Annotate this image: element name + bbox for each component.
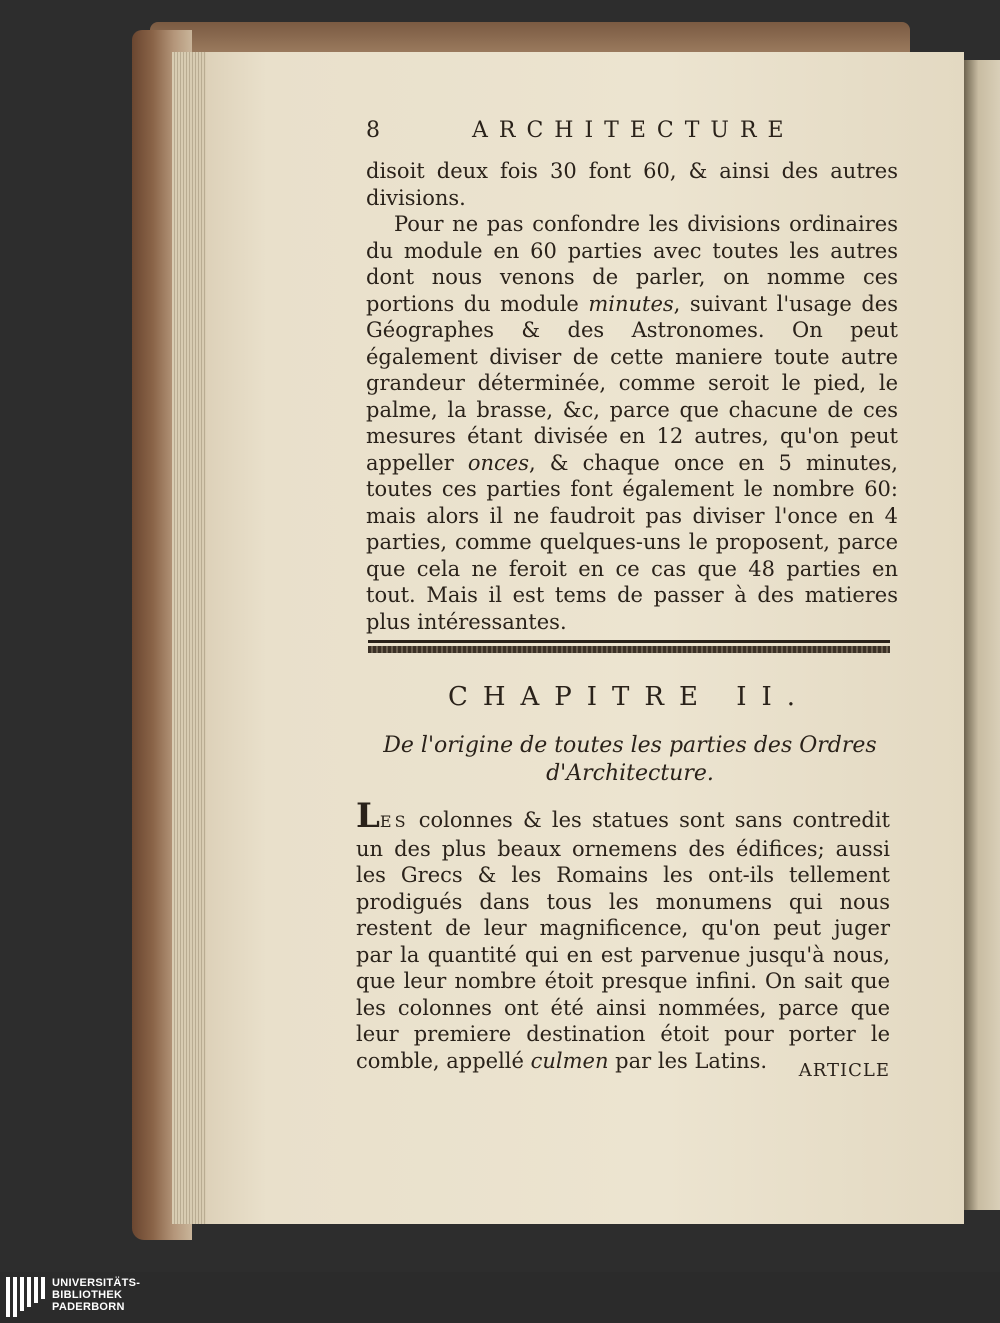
italic-term-minutes: minutes [588, 291, 674, 316]
ornamental-rule [368, 640, 890, 656]
paragraph-minutes: Pour ne pas confondre les divisions ordinaires du module en 60 parties avec toutes les autres dont nous venons de parler, on nomme ces portions du module minutes, suivant l'usage des Géographes & des Astronomes. On peut également diviser de cette maniere toute autre grandeur déterminée, comme seroit le pied, le palme, la brasse, &c, parce que chacune de ces mesures étant divisée en 12 autres, qu'on peut appeller onces, & chaque once en 5 minutes, toutes ces parties font également le nombre 60: mais alors il ne faudroit pas diviser l'once en 4 parties, comme quelques-uns le proposent, parce que cela ne feroit en ce cas que 48 parties en tout. Mais il est tems de passer à des matieres plus intéressantes. [366, 212, 898, 634]
library-logo-icon [6, 1277, 46, 1317]
chapter-subtitle [380, 732, 880, 788]
library-footer [0, 1272, 1000, 1323]
drop-cap: L [356, 796, 380, 836]
chapter-paragraph: LES colonnes & les statues sont sans contredit un des plus beaux ornemens des édifices; aussi les Grecs & les Romains les ont-ils tellement prodigués dans tous les monumens qui nous restent de leur magnificence, qu'on peut juger par la quantité qui en est parvenue jusqu'à nous, que leur nombre étoit presque infini. On sait que les colonnes ont été ainsi nommées, parce que leur premiere destination étoit pour porter le comble, appellé culmen par les Latins. [356, 796, 890, 1073]
paragraph-continuation: disoit deux fois 30 font 60, & ainsi des autres divisions. [366, 159, 898, 210]
running-header [366, 118, 926, 148]
page-number: 8 [366, 118, 381, 143]
top-text-block [366, 158, 898, 635]
chapter-subtitle-line1: De l'origine de toutes les parties des Ordres [383, 733, 877, 758]
running-title: ARCHITECTURE [472, 118, 795, 143]
small-caps: ES [379, 812, 409, 831]
facing-page-edge [964, 60, 1000, 1210]
italic-term-onces: onces [467, 450, 529, 475]
chapter-title: CHAPITRE II. [447, 682, 811, 712]
library-name: UNIVERSITÄTS- BIBLIOTHEK PADERBORN [52, 1277, 141, 1313]
catchword: ARTICLE [798, 1060, 890, 1081]
chapter-subtitle-line2: d'Architecture. [546, 761, 714, 786]
italic-term-culmen: culmen [530, 1048, 609, 1073]
